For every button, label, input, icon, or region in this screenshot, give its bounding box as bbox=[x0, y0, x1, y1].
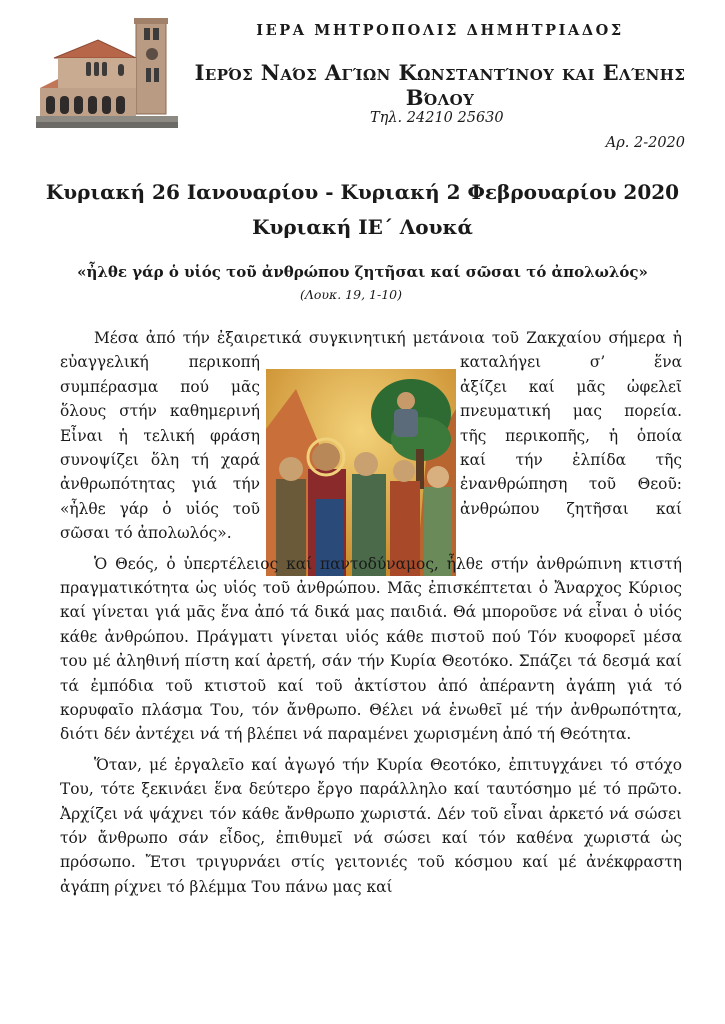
paragraph-1-split-line bbox=[60, 350, 682, 374]
metropolis-heading: ΙΕΡΑ ΜΗΤΡΟΠΟΛΙΣ ΔΗΜΗΤΡΙΑΔΟΣ bbox=[256, 22, 624, 39]
paragraph-1-left-segment: ἀνθρωπότητας γιά τήν bbox=[60, 475, 260, 494]
paragraph-2: Ὁ Θεός, ὁ ὑπερτέλειος καί παντοδύναμος, ἦλθε στήν ἀνθρώπινη κτιστή πραγματικότητα ὡς υἱός τοῦ ἀνθρώπου. Μᾶς ἐπισκέπτεται ὁ Ἄναρχος Κύριος καί γίνεται γιά μᾶς ἕνα ἀπό τά δικά μας παιδιά. Θά μποροῦσε νά εἶναι ὁ υἱός κάθε ἀνθρώπου. Πράγματι γίνεται υἱός κάθε πιστοῦ πού Τόν κυοφορεῖ μέσα του μέ ἀληθινή πίστη καί ἀρετή, σάν τήν Κυρία Θεοτόκο. Σπάζει τά δεσμά καί τά ἐμπόδια τοῦ κτιστοῦ καί τοῦ ἀκτίστου ἀπό ἀπέραντη ἀγάπη γιά τό κορυφαῖο πλάσμα Του, τόν ἄνθρωπο. Θέλει νά ἑνωθεῖ μέ τήν ἀνθρωπότητα, διότι δέν ἀντέχει νά τή βλέπει νά παραμένει χωρισμένη ἀπό τή Θεότητα. bbox=[60, 554, 682, 744]
paragraph-1-split-line bbox=[60, 472, 682, 496]
paragraph-1-line: Μέσα ἀπό τήν ἐξαιρετικά συγκινητική μετάνοια τοῦ Ζακχαίου σήμερα ἡ bbox=[94, 329, 682, 347]
paragraph-1-split-line bbox=[60, 497, 682, 521]
paragraph-1-left-segment: συμπέρασμα πού μᾶς bbox=[60, 377, 260, 396]
paragraph-1-left-segment: σῶσαι τό ἀπολωλός». bbox=[60, 524, 232, 543]
paragraph-1-split-line bbox=[60, 424, 682, 448]
paragraph-1-split-line bbox=[60, 399, 682, 423]
paragraph-1-right-segment: ἀνθρώπου ζητῆσαι καί bbox=[460, 499, 682, 518]
paragraph-1-split-line bbox=[60, 521, 682, 545]
phone-number: Τηλ. 24210 25630 bbox=[370, 110, 504, 126]
paragraph-1-right-segment: πνευματική μας πορεία. bbox=[460, 402, 682, 421]
scripture-reference: (Λουκ. 19, 1-10) bbox=[300, 287, 402, 302]
date-range-title: Κυριακή 26 Ιανουαρίου - Κυριακή 2 Φεβρουαρίου 2020 bbox=[45, 180, 680, 204]
sunday-title: Κυριακή ΙΕ΄ Λουκά bbox=[252, 215, 473, 239]
church-name-heading: Ιερός Ναός Αγίων Κωνσταντίνου και Ελένης Βόλου bbox=[194, 60, 686, 110]
paragraph-1-left-segment: Εἶναι ἡ τελική φράση bbox=[60, 426, 260, 445]
paragraph-1-split-line bbox=[60, 448, 682, 472]
paragraph-1-split-line bbox=[60, 375, 682, 399]
paragraph-1-left-segment: συνοψίζει ὅλη τή χαρά bbox=[60, 450, 260, 469]
gospel-quote: «ἦλθε γάρ ὁ υἱός τοῦ ἀνθρώπου ζητῆσαι καί σῶσαι τό ἀπολωλός» bbox=[77, 263, 648, 281]
church-logo bbox=[36, 18, 178, 128]
article-body bbox=[60, 326, 682, 905]
paragraph-1-right-segment: καί τήν ἐλπίδα τῆς bbox=[460, 450, 682, 469]
paragraph-1-left-segment: «ἦλθε γάρ ὁ υἱός τοῦ bbox=[60, 499, 260, 518]
paragraph-1-left-segment: ὅλους στήν καθημερινή bbox=[60, 402, 260, 421]
issue-number: Αρ. 2-2020 bbox=[605, 135, 685, 151]
paragraph-1-right-segment: τῆς περικοπῆς, ἡ ὁποία bbox=[460, 426, 682, 445]
paragraph-1-left-segment: εὐαγγελική περικοπή bbox=[60, 353, 260, 372]
paragraph-1-right-segment: ἀξίζει καί μᾶς ὠφελεῖ bbox=[460, 377, 682, 396]
paragraph-1-right-segment: καταλήγει σ’ ἕνα bbox=[460, 353, 682, 372]
paragraph-1-right-segment: ἐνανθρώπηση τοῦ Θεοῦ: bbox=[460, 475, 682, 494]
paragraph-1-wrap bbox=[60, 326, 682, 546]
paragraph-3: Ὅταν, μέ ἐργαλεῖο καί ἀγωγό τήν Κυρία Θεοτόκο, ἐπιτυγχάνει τό στόχο Του, τότε ξεκινάει ἕνα δεύτερο ἔργο παράλληλο καί ταυτόσημο μέ τό πρῶτο. Ἀρχίζει νά ψάχνει τόν κάθε ἄνθρωπο χωριστά. Δέν τοῦ εἶναι ἀρκετό νά σώσει τόν ἄνθρωπο σάν εἶδος, ἐπιθυμεῖ νά σώσει καί τόν καθένα χωριστά ὡς πρόσωπο. Ἔτσι τριγυρνάει στίς γειτονιές τοῦ κόσμου καί μέ ἀνέκφραστη ἀγάπη ρίχνει τό βλέμμα Του πάνω μας καί bbox=[60, 755, 682, 896]
